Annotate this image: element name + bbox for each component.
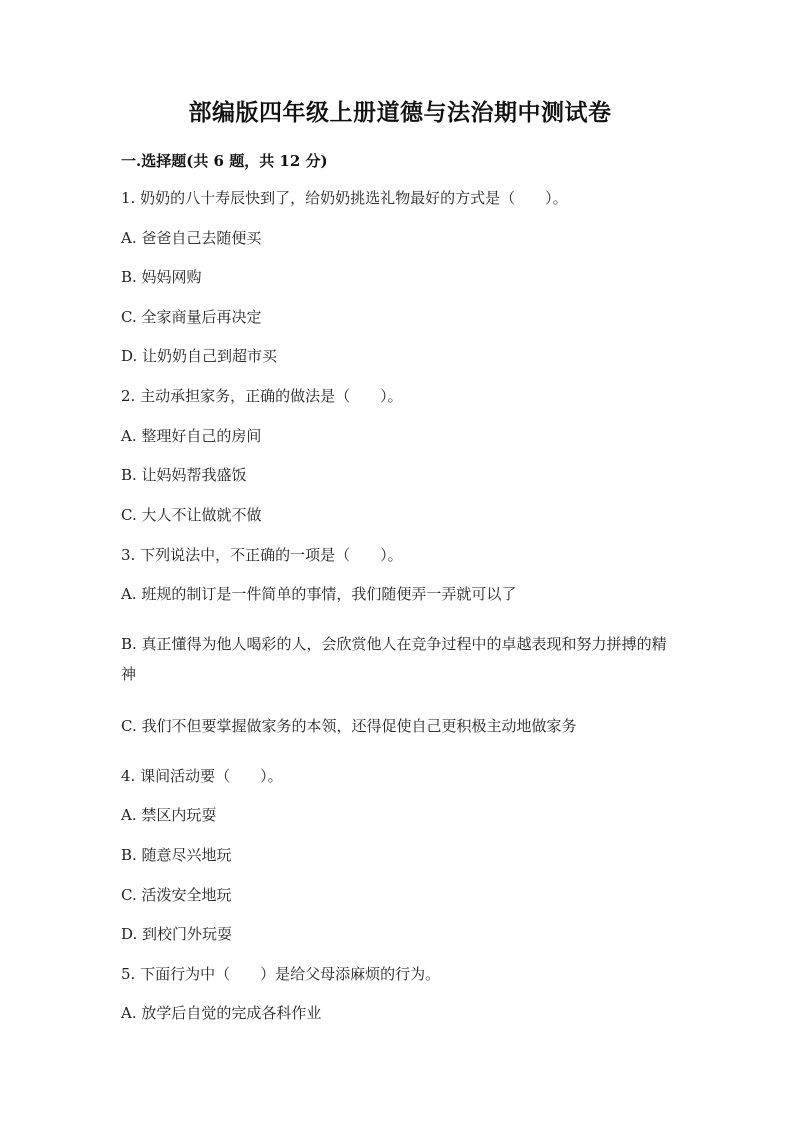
question-2-option-b: B. 让妈妈帮我盛饭 [121, 466, 247, 484]
question-4-option-c: C. 活泼安全地玩 [121, 886, 232, 904]
question-5-option-a: A. 放学后自觉的完成各科作业 [121, 1004, 322, 1022]
question-3-option-c: C. 我们不但要掌握做家务的本领，还得促使自己更积极主动地做家务 [121, 717, 577, 735]
question-4-option-b: B. 随意尽兴地玩 [121, 846, 232, 864]
question-4-stem: 4. 课间活动要（ ）。 [121, 767, 283, 785]
question-4-option-a: A. 禁区内玩耍 [121, 806, 217, 824]
question-3-option-b: B. 真正懂得为他人喝彩的人，会欣赏他人在竞争过程中的卓越表现和努力拼搏的精神 [121, 635, 667, 683]
question-1-option-a: A. 爸爸自己去随便买 [121, 229, 262, 247]
question-1-option-b: B. 妈妈网购 [121, 268, 202, 286]
question-3-option-a: A. 班规的制订是一件简单的事情，我们随便弄一弄就可以了 [121, 585, 517, 603]
question-3-stem: 3. 下列说法中，不正确的一项是（ ）。 [121, 546, 403, 564]
question-1-option-c: C. 全家商量后再决定 [121, 308, 262, 326]
question-2-option-c: C. 大人不让做就不做 [121, 506, 262, 524]
page-title: 部编版四年级上册道德与法治期中测试卷 [188, 99, 612, 126]
question-2-stem: 2. 主动承担家务，正确的做法是（ ）。 [121, 387, 403, 405]
question-4-option-d: D. 到校门外玩耍 [121, 925, 233, 943]
question-1-stem: 1. 奶奶的八十寿辰快到了，给奶奶挑选礼物最好的方式是（ ）。 [121, 189, 568, 207]
question-5-stem: 5. 下面行为中（ ）是给父母添麻烦的行为。 [121, 965, 441, 983]
question-2-option-a: A. 整理好自己的房间 [121, 427, 262, 445]
section-heading: 一.选择题(共 6 题，共 12 分) [121, 152, 328, 170]
question-1-option-d: D. 让奶奶自己到超市买 [121, 347, 278, 365]
